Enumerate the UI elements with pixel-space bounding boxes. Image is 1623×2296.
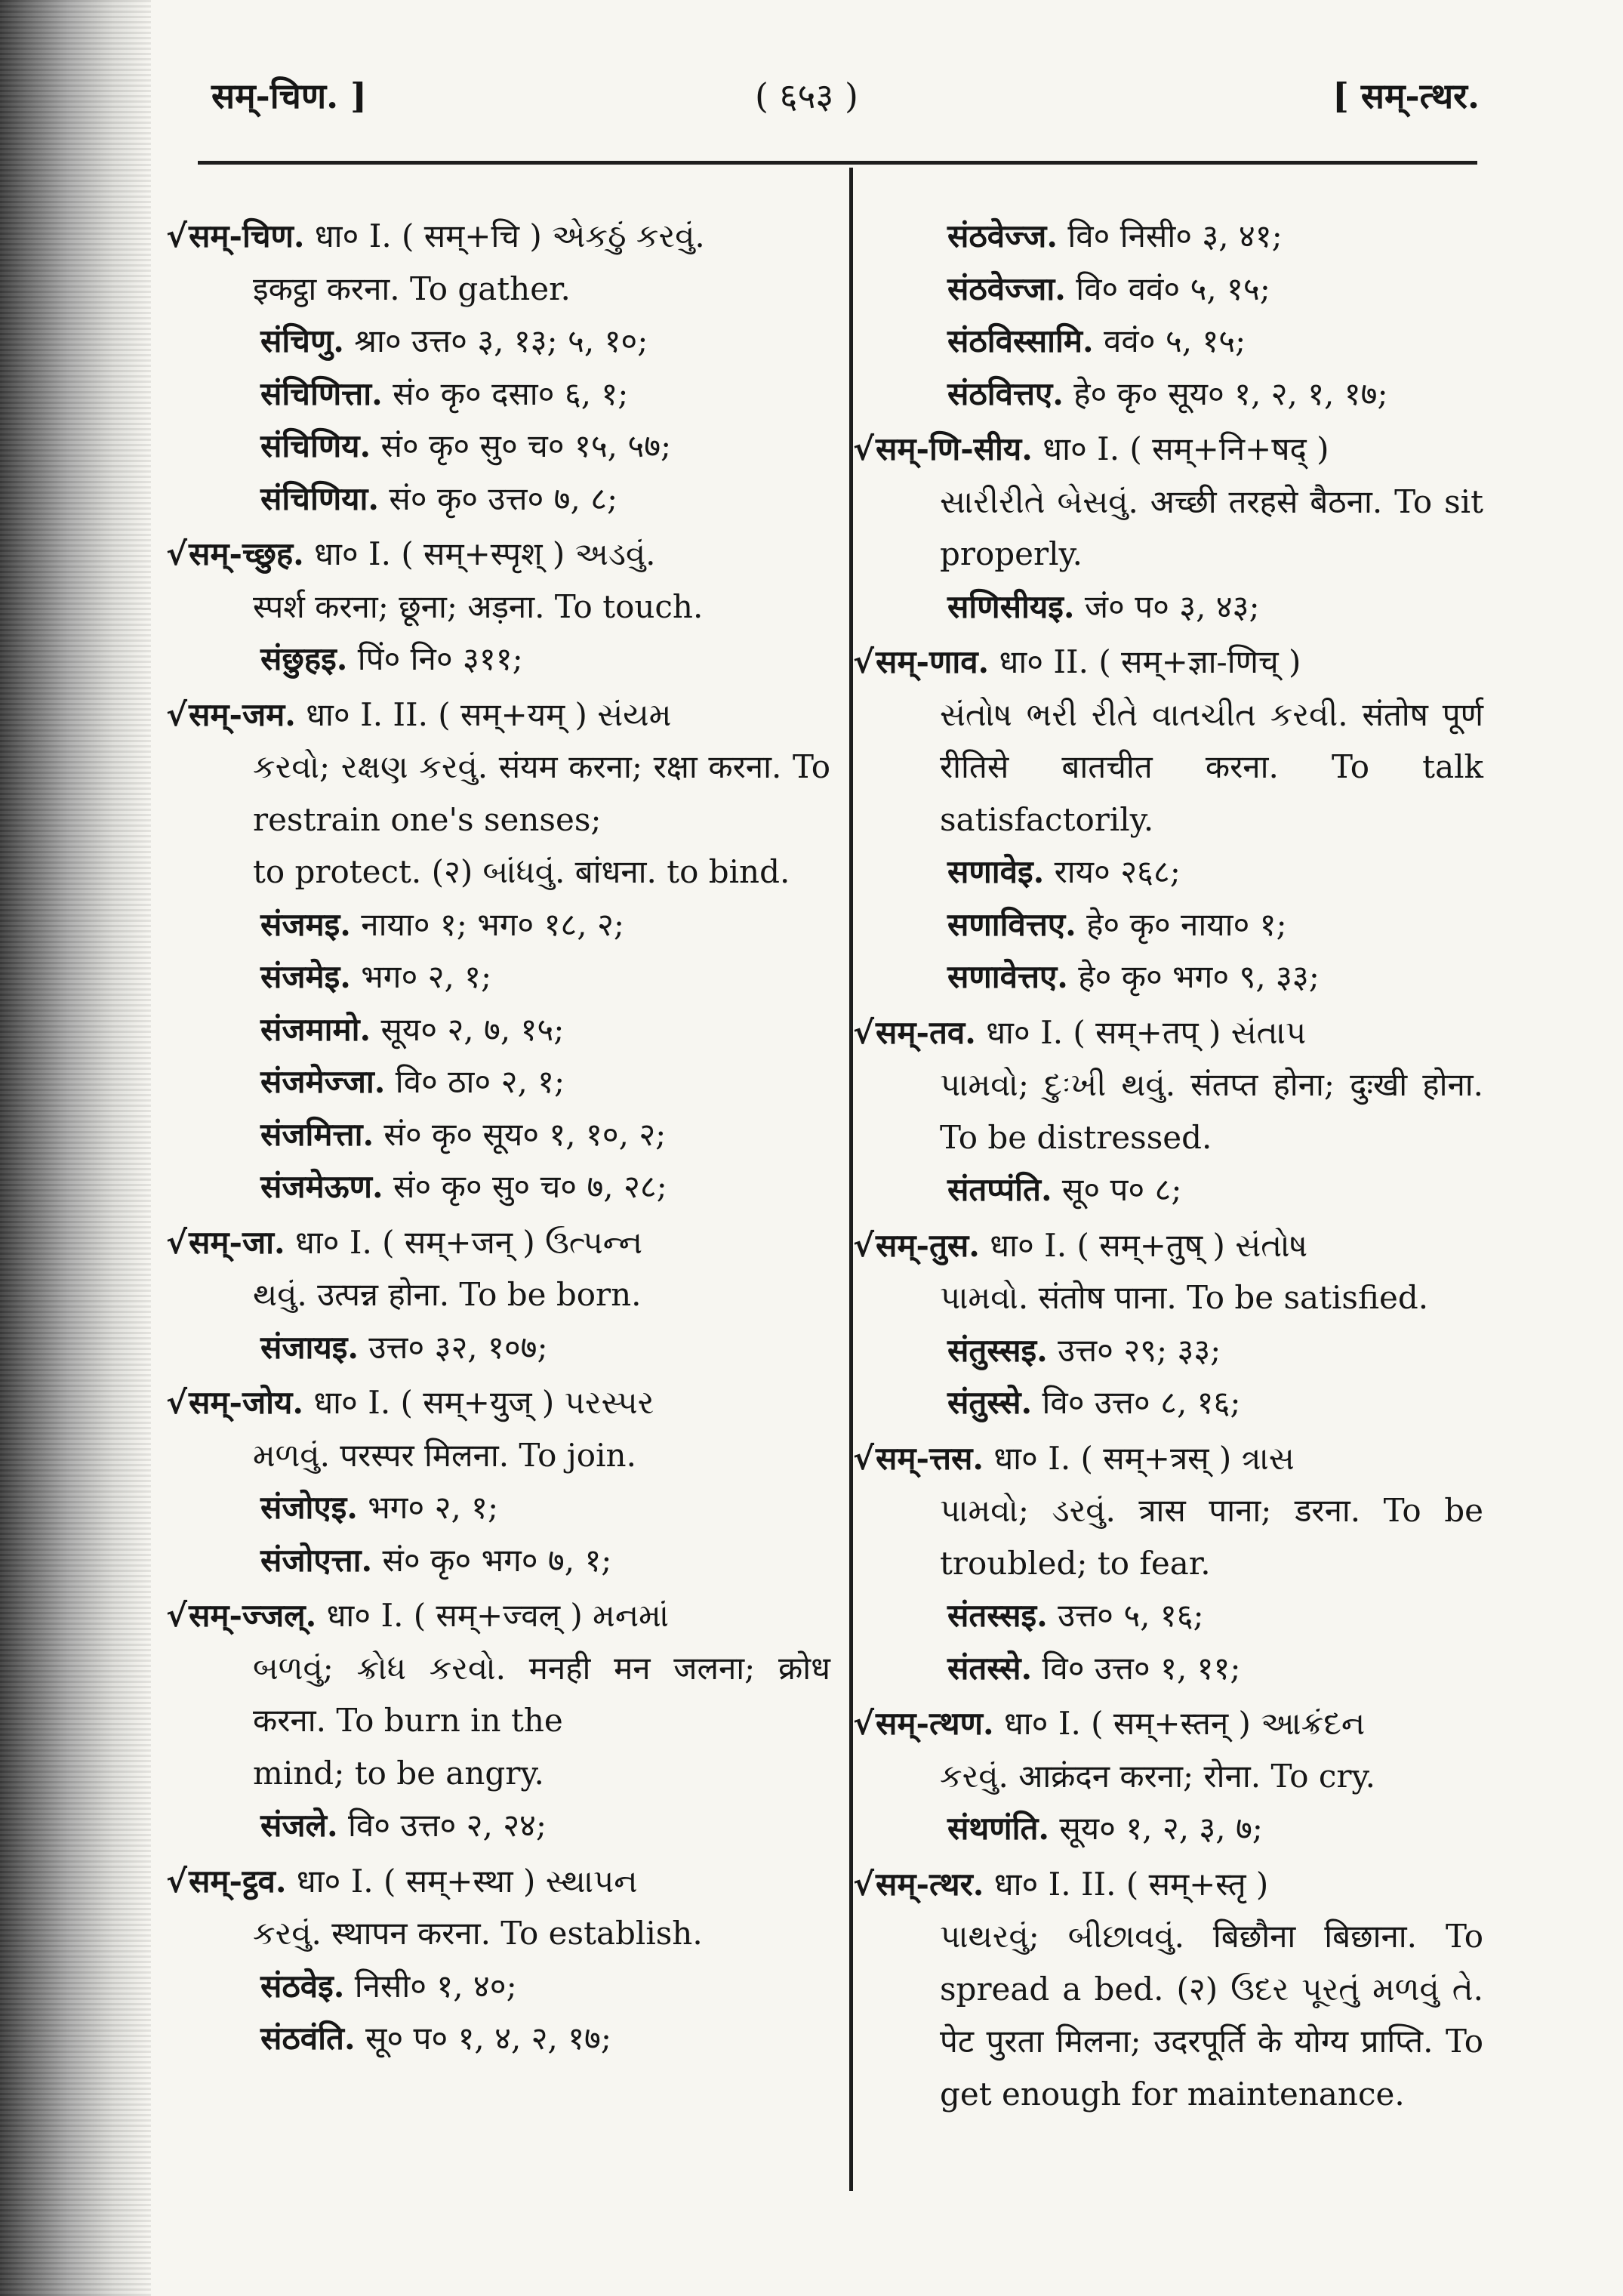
derived-form: [868, 210, 1483, 263]
derived-form: [868, 263, 1483, 316]
derived-form: [181, 1003, 830, 1056]
entry-head-line: [853, 1006, 1483, 1059]
entry-head-line: [853, 636, 1483, 689]
derived-form-reference: वि० ववं० ५, १५;: [1065, 270, 1270, 307]
dictionary-entry: [868, 210, 1483, 420]
derived-form-word: संचिणिया.: [260, 479, 380, 517]
entry-grammar: धा० I. ( सम्+नि+षद् ): [1032, 430, 1329, 467]
root-check-mark: √: [853, 1439, 875, 1477]
derived-form-word: संचिणित्ता.: [260, 374, 383, 412]
derived-form-word: संचिणिय.: [260, 427, 371, 464]
derived-form-word: संजले.: [260, 1807, 338, 1844]
entry-grammar: धा० I. II. ( सम्+यम् ) સંયમ: [295, 695, 672, 733]
entry-grammar: धा० I. ( सम्+स्पृश् ) અડવું.: [303, 535, 656, 572]
dictionary-entry: [853, 1006, 1483, 1216]
entry-definition: સારીરીતે બેસવું. अच्छी तरहसे बैठना. To sit properly.: [940, 482, 1483, 572]
dictionary-entry: [853, 1219, 1483, 1429]
entry-grammar: धा० I. ( सम्+त्रस् ) ત્રાસ: [984, 1439, 1295, 1477]
dictionary-entry: [166, 210, 830, 525]
derived-form: [181, 2012, 830, 2065]
derived-form: [181, 1481, 830, 1534]
derived-form: [181, 1534, 830, 1587]
root-check-mark: √: [853, 1226, 875, 1264]
entry-head-line: [166, 1216, 830, 1269]
derived-form-reference: हे० कृ० नाया० १;: [1076, 905, 1287, 943]
derived-form-reference: हे० कृ० सूय० १, २, १, १७;: [1063, 374, 1388, 412]
root-check-mark: √: [166, 1384, 188, 1421]
entry-head-line: [166, 210, 830, 263]
left-column: [166, 210, 830, 2068]
derived-form: [181, 633, 830, 686]
derived-form: [181, 898, 830, 951]
derived-form: [181, 420, 830, 473]
derived-form-reference: भग० २, १;: [357, 1489, 499, 1526]
entry-grammar: धा० I. ( सम्+ज्वल् ) મનમાં: [316, 1597, 670, 1634]
derived-form: [181, 951, 830, 1003]
entry-definition: પામવો. संतोष पाना. To be satisfied.: [940, 1279, 1429, 1316]
derived-form-reference: वि० ठा० २, १;: [385, 1063, 565, 1100]
entry-definition: કરવું. आक्रंदन करना; रोना. To cry.: [940, 1757, 1375, 1795]
entry-headword: सम्-च्छुह.: [189, 535, 304, 572]
entry-definition: પાથરવું; બીછાવવું. बिछौना बिछाना. To spread a bed. (२) ઉદર પૂરતું મળવું તે. पेट पुरता मिलना; उदरपूर्ति के योग्य प्राप्ति. To get enough for maintenance.: [940, 1918, 1483, 2113]
entry-headword: सम्-ट्ठव.: [189, 1862, 287, 1900]
derived-form-reference: सं० कृ० भग० ७, १;: [372, 1541, 612, 1579]
derived-form-word: संठवंति.: [260, 2020, 356, 2057]
derived-form-reference: श्रा० उत्त० ३, १३; ५, १०;: [343, 322, 648, 359]
derived-form-reference: उत्त० २९; ३३;: [1047, 1331, 1221, 1369]
dictionary-entry: [166, 1855, 830, 2065]
dictionary-entry: [166, 689, 830, 1213]
entry-grammar: धा० I. ( सम्+स्तन् ) આક્રંદન: [993, 1705, 1366, 1742]
derived-form-word: संतप्पंति.: [947, 1171, 1052, 1208]
derived-form-word: संजोएइ.: [260, 1489, 358, 1526]
header-left-guide-word: सम्-चिण. ]: [211, 76, 367, 116]
derived-form-word: संजमेऊण.: [260, 1168, 383, 1205]
root-check-mark: √: [853, 1705, 875, 1742]
derived-form-word: संठवेज्जा.: [947, 270, 1066, 307]
derived-form: [181, 315, 830, 368]
derived-form-reference: वि० उत्त० २, २४;: [337, 1807, 547, 1844]
derived-form-reference: वि० उत्त० ८, १६;: [1032, 1384, 1241, 1421]
entry-definition: इकट्ठा करना. To gather.: [253, 270, 571, 307]
derived-form-reference: हे० कृ० भग० ९, ३३;: [1067, 958, 1320, 995]
derived-form-word: संतस्सइ.: [947, 1597, 1048, 1634]
book-spine-shadow: [0, 0, 151, 2296]
derived-form: [181, 1960, 830, 2013]
derived-form-word: संजायइ.: [260, 1328, 359, 1366]
derived-form-word: संजोएत्ता.: [260, 1541, 373, 1579]
entry-headword: सम्-णि-सीय.: [876, 430, 1033, 467]
derived-form-word: संजमेइ.: [260, 958, 351, 995]
derived-form-reference: निसी० १, ४०;: [344, 1967, 517, 2005]
entry-head-line: [166, 689, 830, 741]
entry-definition: स्पर्श करना; छूना; अड़ना. To touch.: [253, 587, 704, 625]
derived-form-reference: सू० प० ८;: [1052, 1171, 1182, 1208]
derived-form: [868, 951, 1483, 1003]
root-check-mark: √: [853, 430, 875, 467]
root-check-mark: √: [166, 1597, 188, 1634]
derived-form: [181, 1056, 830, 1108]
derived-form-reference: ववं० ५, १५;: [1093, 322, 1246, 359]
entry-definition: કરવો; રક્ષણ કરવું. संयम करना; रक्षा करना. To restrain one's senses;: [253, 748, 830, 838]
entry-head-line: [853, 1432, 1483, 1485]
dictionary-entry: [853, 1858, 1483, 2121]
page-number: ( ६५३ ): [755, 76, 858, 116]
header-rule: [198, 161, 1477, 165]
entry-definition: બળવું; ક્રોધ કરવો. मनही मन जलना; क्रोध करना. To burn in the: [253, 1649, 830, 1739]
root-check-mark: √: [853, 1865, 875, 1903]
derived-form: [868, 581, 1483, 633]
derived-form-word: संठवेज्ज.: [947, 217, 1058, 254]
entry-definition: કરવું. स्थापन करना. To establish.: [253, 1915, 703, 1952]
entry-grammar: धा० I. ( सम्+स्था ) સ્થાપન: [286, 1862, 638, 1900]
entry-headword: सम्-जोय.: [189, 1384, 303, 1421]
entry-headword: सम्-चिण.: [189, 217, 305, 254]
derived-form: [868, 846, 1483, 898]
root-check-mark: √: [166, 535, 188, 572]
dictionary-entry: [166, 1589, 830, 1852]
entry-head-line: [853, 423, 1483, 476]
header-right-guide-word: [ सम्-त्थर.: [1332, 76, 1480, 116]
derived-form-word: संछुहइ.: [260, 640, 348, 677]
dictionary-entry: [166, 1376, 830, 1586]
entry-definition: પામવો; ડરવું. त्रास पाना; डरना. To be troubled; to fear.: [940, 1492, 1483, 1582]
entry-headword: सम्-तव.: [876, 1013, 976, 1051]
entry-headword: सम्-त्थण.: [876, 1705, 994, 1742]
derived-form: [868, 1589, 1483, 1642]
entry-head-line: [853, 1219, 1483, 1272]
derived-form: [868, 898, 1483, 951]
root-check-mark: √: [166, 217, 188, 254]
entry-headword: सम्-ज्जल्.: [189, 1597, 317, 1634]
derived-form-reference: नाया० १; भग० १८, २;: [350, 905, 624, 943]
entry-definition: to protect. (२) બાંધવું. बांधना. to bind.: [253, 853, 790, 890]
derived-form-word: संजमेज्जा.: [260, 1063, 386, 1100]
entry-definition: સંતોષ ભરી રીતે વાતચીત કરવી. संतोष पूर्ण रीतिसे बातचीत करना. To talk satisfactorily.: [940, 695, 1483, 838]
derived-form-word: संठवित्तए.: [947, 374, 1064, 412]
entry-head-line: [853, 1858, 1483, 1911]
derived-form-reference: उत्त० ३२, १०७;: [359, 1328, 548, 1366]
root-check-mark: √: [853, 1013, 875, 1051]
derived-form-reference: सूय० १, २, ३, ७;: [1049, 1810, 1263, 1847]
derived-form-reference: सं० कृ० सूय० १, १०, २;: [374, 1115, 667, 1153]
derived-form-word: संथणंति.: [947, 1810, 1050, 1847]
dictionary-entry: [853, 636, 1483, 1003]
derived-form-reference: उत्त० ५, १६;: [1047, 1597, 1204, 1634]
derived-form: [181, 1108, 830, 1161]
derived-form-word: संतस्से.: [947, 1649, 1033, 1687]
entry-grammar: धा० I. ( सम्+युज् ) પરસ્પર: [303, 1384, 654, 1421]
derived-form-reference: सं० कृ० दसा० ६, १;: [382, 374, 629, 412]
derived-form-word: संतुस्सइ.: [947, 1331, 1048, 1369]
derived-form: [868, 1642, 1483, 1695]
entry-definition: થવું. उत्पन्न होना. To be born.: [253, 1276, 642, 1313]
derived-form-reference: भग० २, १;: [350, 958, 492, 995]
derived-form-reference: पिं० नि० ३११;: [347, 640, 523, 677]
derived-form: [868, 1802, 1483, 1855]
derived-form-reference: वि० उत्त० १, ११;: [1032, 1649, 1241, 1687]
derived-form-reference: सू० प० १, ४, २, १७;: [355, 2020, 612, 2057]
derived-form-word: सणावेत्तए.: [947, 958, 1068, 995]
derived-form: [868, 1376, 1483, 1429]
entry-grammar: धा० II. ( सम्+ज्ञा-णिच् ): [989, 643, 1301, 680]
derived-form: [868, 1324, 1483, 1377]
derived-form-word: सणावित्तए.: [947, 905, 1076, 943]
entry-headword: सम्-तुस.: [876, 1226, 980, 1264]
entry-headword: सम्-त्थर.: [876, 1865, 984, 1903]
dictionary-entry: [166, 1216, 830, 1374]
derived-form: [181, 368, 830, 421]
entry-head-line: [166, 1855, 830, 1908]
entry-definition: mind; to be angry.: [253, 1754, 544, 1792]
derived-form-reference: सं० कृ० सु० च० १५, ५७;: [371, 427, 672, 464]
derived-form: [868, 368, 1483, 421]
entry-head-line: [166, 528, 830, 581]
derived-form-word: सणावेइ.: [947, 853, 1045, 890]
derived-form-reference: राय० २६८;: [1044, 853, 1181, 890]
entry-headword: सम्-जम.: [189, 695, 296, 733]
entry-definition: મળવું. परस्पर मिलना. To join.: [253, 1436, 636, 1474]
derived-form-word: संठविस्सामि.: [947, 322, 1094, 359]
entry-grammar: धा० I. ( सम्+तप् ) સંતાપ: [975, 1013, 1307, 1051]
derived-form-word: संठवेइ.: [260, 1967, 345, 2005]
derived-form: [181, 1321, 830, 1374]
derived-form-reference: सं० कृ० सु० च० ७, २८;: [383, 1168, 667, 1205]
root-check-mark: √: [853, 643, 875, 680]
entry-head-line: [166, 1589, 830, 1642]
entry-grammar: धा० I. II. ( सम्+स्तृ ): [984, 1865, 1269, 1903]
entry-grammar: धा० I. ( सम्+तुष् ) સંતોષ: [979, 1226, 1308, 1264]
derived-form: [868, 1163, 1483, 1216]
derived-form-word: संतुस्से.: [947, 1384, 1033, 1421]
dictionary-entry: [166, 528, 830, 686]
derived-form-word: संजमइ.: [260, 905, 351, 943]
derived-form-reference: वि० निसी० ३, ४१;: [1057, 217, 1283, 254]
derived-form-reference: सूय० २, ७, १५;: [371, 1010, 565, 1048]
entry-head-line: [853, 1697, 1483, 1750]
derived-form: [868, 315, 1483, 368]
entry-grammar: धा० I. ( सम्+चि ) એકઠું કરવું.: [304, 217, 705, 254]
dictionary-entry: [853, 423, 1483, 633]
derived-form-word: संजमित्ता.: [260, 1115, 374, 1153]
dictionary-entry: [853, 1432, 1483, 1695]
entry-headword: सम्-जा.: [189, 1223, 285, 1261]
derived-form-word: सणिसीयइ.: [947, 587, 1075, 625]
root-check-mark: √: [166, 1223, 188, 1261]
derived-form-word: संचिणु.: [260, 322, 344, 359]
derived-form: [181, 473, 830, 525]
entry-grammar: धा० I. ( सम्+जन् ) ઉત્પન્ન: [285, 1223, 643, 1261]
entry-definition: પામવો; દુઃખી થવું. संतप्त होना; दुःखी होना. To be distressed.: [940, 1066, 1483, 1156]
right-column: [853, 210, 1483, 2123]
root-check-mark: √: [166, 695, 188, 733]
derived-form-word: संजमामो.: [260, 1010, 371, 1048]
derived-form: [181, 1799, 830, 1852]
derived-form-reference: सं० कृ० उत्त० ७, ८;: [379, 479, 618, 517]
derived-form: [181, 1160, 830, 1213]
derived-form-reference: जं० प० ३, ४३;: [1074, 587, 1260, 625]
entry-headword: सम्-णाव.: [876, 643, 990, 680]
entry-headword: सम्-त्तस.: [876, 1439, 984, 1477]
dictionary-entry: [853, 1697, 1483, 1855]
page-header: [196, 72, 1480, 125]
entry-head-line: [166, 1376, 830, 1429]
root-check-mark: √: [166, 1862, 188, 1900]
